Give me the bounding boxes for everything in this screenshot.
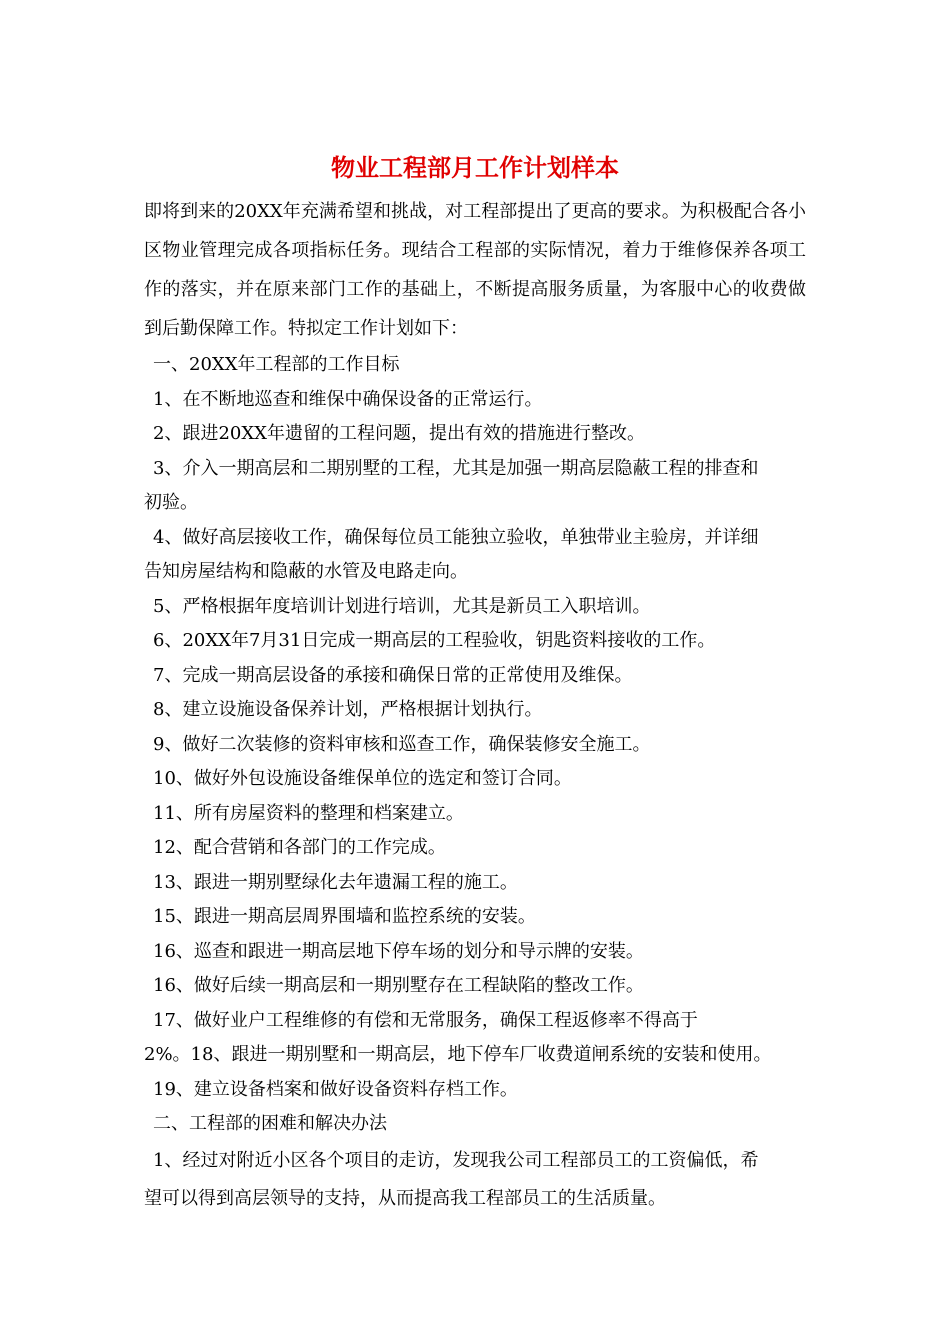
- list-item: 10、做好外包设施设备维保单位的选定和签订合同。: [153, 768, 572, 789]
- list-item-continuation: 望可以得到高层领导的支持，从而提高我工程部员工的生活质量。: [144, 1187, 666, 1209]
- intro-paragraph: 即将到来的20XX年充满希望和挑战，对工程部提出了更高的要求。为积极配合各小区物业管理完成各项指标任务。现结合工程部的实际情况，着力于维修保养各项工作的落实，并在原来部门工作的基础上，不断提高服务质量，为客服中心的收费做到后勤保障工作。特拟定工作计划如下：: [144, 201, 806, 339]
- list-item: 4、做好高层接收工作，确保每位员工能独立验收，单独带业主验房，并详细: [153, 526, 759, 548]
- section-heading-difficulties: 二、工程部的困难和解决办法: [153, 1113, 387, 1134]
- list-item: 13、跟进一期别墅绿化去年遗漏工程的施工。: [153, 871, 518, 893]
- list-item: 15、跟进一期高层周界围墙和监控系统的安装。: [153, 906, 536, 927]
- list-item: 11、所有房屋资料的整理和档案建立。: [153, 802, 464, 824]
- document-body: [144, 192, 806, 1218]
- document-title: 物业工程部月工作计划样本: [331, 153, 619, 182]
- list-item: 6、20XX年7月31日完成一期高层的工程验收，钥匙资料接收的工作。: [153, 630, 716, 651]
- list-item: 17、做好业户工程维修的有偿和无常服务，确保工程返修率不得高于: [153, 1009, 698, 1031]
- list-item: 3、介入一期高层和二期别墅的工程，尤其是加强一期高层隐蔽工程的排查和: [153, 457, 759, 479]
- list-item-continuation: 初验。: [144, 492, 198, 513]
- list-item: 16、巡查和跟进一期高层地下停车场的划分和导示牌的安装。: [153, 940, 644, 962]
- list-item: 1、在不断地巡查和维保中确保设备的正常运行。: [153, 388, 543, 410]
- list-item-continuation: 2%。18、跟进一期别墅和一期高层，地下停车厂收费道闸系统的安装和使用。: [144, 1044, 772, 1065]
- list-item: 1、经过对附近小区各个项目的走访，发现我公司工程部员工的工资偏低，希: [153, 1149, 759, 1171]
- list-item: 9、做好二次装修的资料审核和巡查工作，确保装修安全施工。: [153, 733, 651, 755]
- section-heading-goals: 一、20XX年工程部的工作目标: [153, 354, 400, 375]
- list-item: 16、做好后续一期高层和一期别墅存在工程缺陷的整改工作。: [153, 975, 644, 996]
- list-item: 19、建立设备档案和做好设备资料存档工作。: [153, 1078, 518, 1100]
- list-item: 12、配合营销和各部门的工作完成。: [153, 837, 446, 858]
- list-item: 5、严格根据年度培训计划进行培训，尤其是新员工入职培训。: [153, 595, 651, 617]
- list-item: 7、完成一期高层设备的承接和确保日常的正常使用及维保。: [153, 664, 633, 686]
- list-item-continuation: 告知房屋结构和隐蔽的水管及电路走向。: [144, 561, 468, 582]
- list-item: 8、建立设施设备保养计划，严格根据计划执行。: [153, 699, 543, 720]
- list-item: 2、跟进20XX年遗留的工程问题，提出有效的措施进行整改。: [153, 423, 645, 444]
